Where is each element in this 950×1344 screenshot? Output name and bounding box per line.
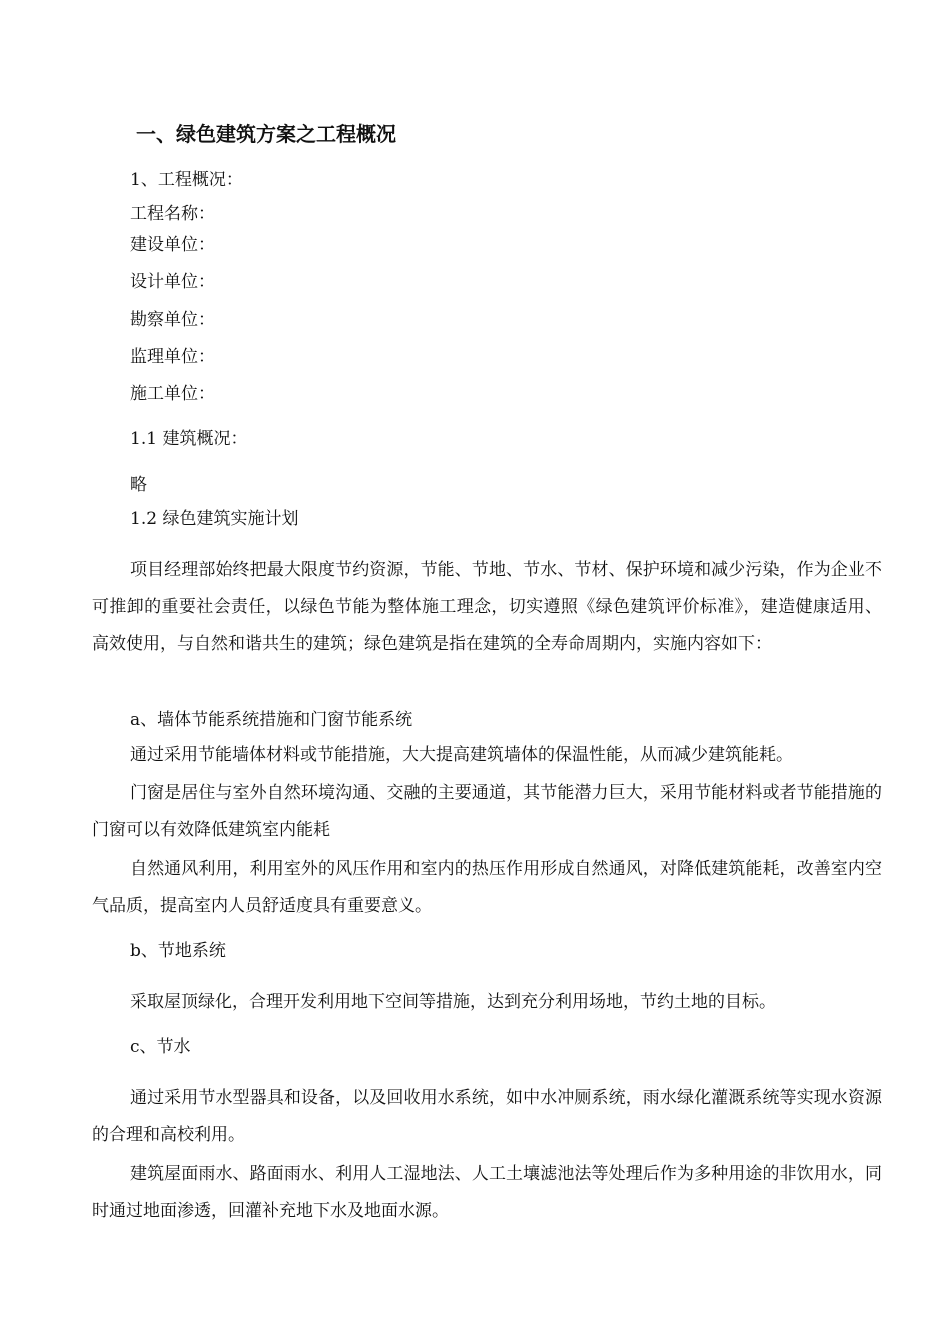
intro-paragraph: 项目经理部始终把最大限度节约资源，节能、节地、节水、节材、保护环境和减少污染，作为企业不可推卸的重要社会责任，以绿色节能为整体施工理念，切实遵照《绿色建筑评价标准》，建造健康适用、高效使用，与自然和谐共生的建筑；绿色建筑是指在建筑的全寿命周期内，实施内容如下： [92, 560, 882, 654]
section-overview-label: 1、工程概况： [130, 170, 243, 190]
field-builder: 建设单位： [130, 235, 215, 255]
field-surveyor: 勘察单位： [130, 310, 215, 330]
subsection-a-paragraph-3: 自然通风利用，利用室外的风压作用和室内的热压作用形成自然通风，对降低建筑能耗，改善室内空气品质，提高室内人员舒适度具有重要意义。 [92, 859, 882, 916]
section-1-1-body: 略 [130, 475, 147, 495]
subsection-c-paragraph-1: 通过采用节水型器具和设备，以及回收用水系统，如中水冲厕系统，雨水绿化灌溉系统等实现水资源的合理和高校利用。 [92, 1088, 882, 1145]
subsection-b-title: b、节地系统 [130, 941, 226, 961]
subsection-b-paragraph-1: 采取屋顶绿化，合理开发利用地下空间等措施，达到充分利用场地，节约土地的目标。 [130, 992, 776, 1012]
section-1-2-title: 1.2 绿色建筑实施计划 [130, 509, 299, 529]
subsection-a-paragraph-1: 通过采用节能墙体材料或节能措施，大大提高建筑墙体的保温性能，从而减少建筑能耗。 [130, 745, 793, 765]
subsection-a-paragraph-2: 门窗是居住与室外自然环境沟通、交融的主要通道，其节能潜力巨大，采用节能材料或者节能措施的门窗可以有效降低建筑室内能耗 [92, 783, 882, 840]
field-project-name: 工程名称： [130, 204, 215, 224]
field-supervisor: 监理单位： [130, 347, 215, 367]
field-designer: 设计单位： [130, 272, 215, 292]
field-constructor: 施工单位： [130, 384, 215, 404]
section-1-1-title: 1.1 建筑概况： [130, 429, 248, 449]
subsection-c-title: c、节水 [130, 1037, 191, 1057]
subsection-a-title: a、墙体节能系统措施和门窗节能系统 [130, 710, 413, 730]
subsection-c-paragraph-2: 建筑屋面雨水、路面雨水、利用人工湿地法、人工土壤滤池法等处理后作为多种用途的非饮用水，同时通过地面渗透，回灌补充地下水及地面水源。 [92, 1164, 882, 1221]
page-title: 一、绿色建筑方案之工程概况 [136, 122, 396, 146]
